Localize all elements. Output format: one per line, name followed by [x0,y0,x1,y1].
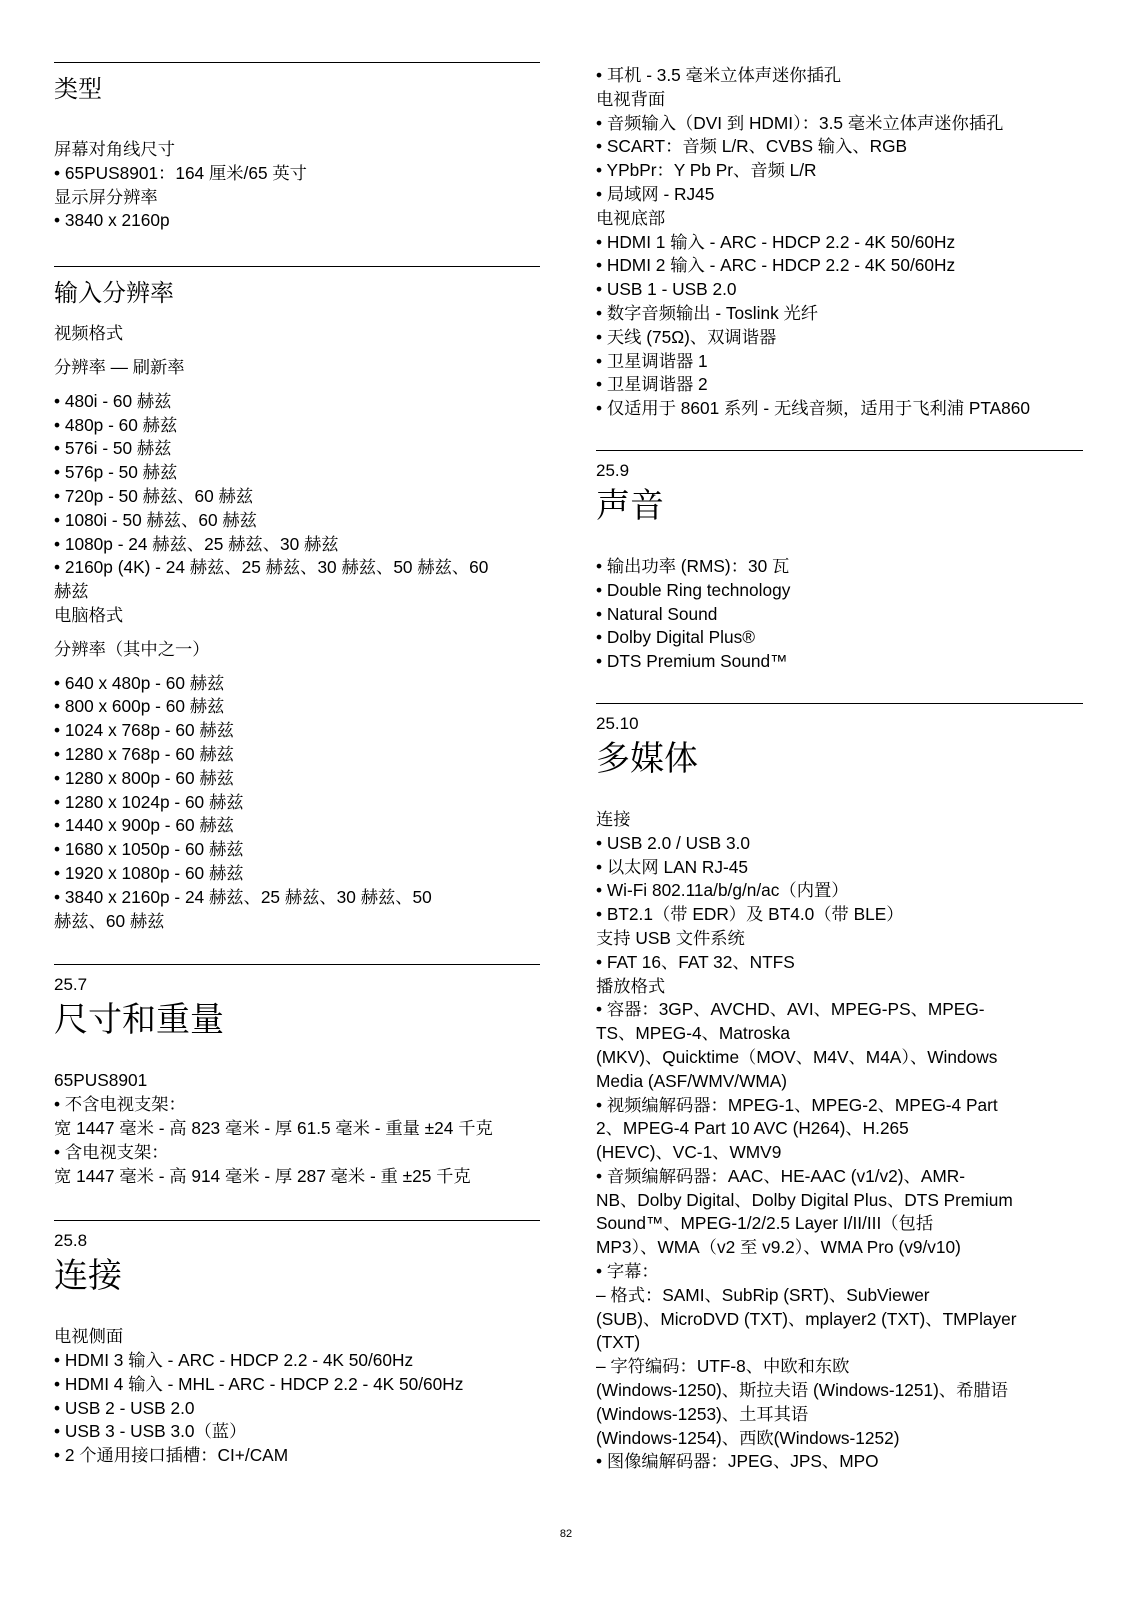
left-column [54,62,540,1468]
section-number-multimedia: 25.10 [596,713,639,733]
list-item: • 数字音频输出 - Toslink 光纤 [596,302,819,323]
section-title-type: 类型 [54,76,102,103]
list-item: • 不含电视支架： [54,1094,186,1115]
list-item: • 含电视支架： [54,1141,169,1162]
type-line: 显示屏分辨率 [54,186,158,207]
list-item: • 800 x 600p - 60 赫兹 [54,696,225,717]
list-item: • USB 2 - USB 2.0 [54,1397,195,1418]
list-item: • FAT 16、FAT 32、NTFS [596,951,795,972]
list-item: – 格式：SAMI、SubRip (SRT)、SubViewer [596,1284,930,1305]
section-number-sound: 25.9 [596,460,630,480]
list-item: • 音频编解码器：AAC、HE-AAC (v1/v2)、AMR- [596,1165,965,1186]
list-item: • 1680 x 1050p - 60 赫兹 [54,839,244,860]
list-item: (HEVC)、VC-1、WMV9 [596,1142,782,1163]
divider-connectivity [54,1220,540,1221]
connectivity-list [54,1325,540,1468]
list-item: – 字符编码：UTF-8、中欧和东欧 [596,1356,850,1377]
list-item: (Windows-1250)、斯拉夫语 (Windows-1251)、希腊语 [596,1380,1008,1401]
list-item: • YPbPr：Y Pb Pr、音频 L/R [596,160,817,181]
list-item: • 视频编解码器：MPEG-1、MPEG-2、MPEG-4 Part [596,1094,998,1115]
section-title-connectivity: 连接 [54,1257,122,1296]
list-item: • 卫星调谐器 1 [596,350,708,371]
list-item: • 1280 x 768p - 60 赫兹 [54,743,234,764]
list-item: TS、MPEG-4、Matroska [596,1023,790,1044]
section-title-size-weight: 尺寸和重量 [54,1001,224,1040]
pc-format-label: 电脑格式 [54,604,124,625]
list-item: 电视背面 [596,88,666,109]
list-item: • 耳机 - 3.5 毫米立体声迷你插孔 [596,65,842,85]
video-refresh-label: 分辨率 — 刷新率 [54,356,185,377]
list-item: • 2 个通用接口插槽：CI+/CAM [54,1445,289,1466]
list-item: Media (ASF/WMV/WMA) [596,1070,788,1091]
list-item: 2、MPEG-4 Part 10 AVC (H264)、H.265 [596,1118,909,1139]
list-item: • 1440 x 900p - 60 赫兹 [54,815,234,836]
list-item: • 仅适用于 8601 系列 - 无线音频，适用于飞利浦 PTA860 [596,398,1030,419]
list-item: • 图像编解码器：JPEG、JPS、MPO [596,1451,879,1472]
list-item: • 576i - 50 赫兹 [54,438,172,459]
list-item: • 输出功率 (RMS)：30 瓦 [596,555,790,576]
multimedia-list [596,808,1083,1474]
list-item: • 1280 x 800p - 60 赫兹 [54,767,234,788]
right-column [596,64,1083,1474]
list-item: • 1080p - 24 赫兹、25 赫兹、30 赫兹 [54,533,339,554]
list-item: • 卫星调谐器 2 [596,374,708,395]
list-item: Sound™、MPEG-1/2/2.5 Layer I/II/III（包括 [596,1213,934,1234]
list-item: • HDMI 3 输入 - ARC - HDCP 2.2 - 4K 50/60Hz [54,1350,414,1371]
list-item: • Double Ring technology [596,579,791,600]
list-item: NB、Dolby Digital、Dolby Digital Plus、DTS Premium [596,1189,1013,1210]
list-item: • BT2.1（带 EDR）及 BT4.0（带 BLE） [596,904,904,925]
list-item: 赫兹 [54,581,89,602]
type-line: 屏幕对角线尺寸 [54,139,175,159]
list-item: • 640 x 480p - 60 赫兹 [54,672,225,693]
section-number-connectivity: 25.8 [54,1231,88,1251]
list-item: • 天线 (75Ω)、双调谐器 [596,326,777,347]
list-item: (TXT) [596,1332,641,1353]
list-item: 宽 1447 毫米 - 高 823 毫米 - 厚 61.5 毫米 - 重量 ±24 千克 [54,1117,493,1138]
list-item: • Wi-Fi 802.11a/b/g/n/ac（内置） [596,880,849,901]
list-item: 65PUS8901 [54,1070,148,1091]
video-format-label: 视频格式 [54,323,124,344]
list-item: • DTS Premium Sound™ [596,651,788,672]
list-item: • 局域网 - RJ45 [596,183,715,204]
list-item: (SUB)、MicroDVD (TXT)、mplayer2 (TXT)、TMPlayer [596,1308,1017,1329]
list-item: • USB 1 - USB 2.0 [596,279,737,300]
divider-type [54,62,540,63]
list-item: 赫兹、60 赫兹 [54,910,165,931]
list-item: • 720p - 50 赫兹、60 赫兹 [54,485,254,506]
section-title-multimedia: 多媒体 [596,739,698,778]
list-item: (Windows-1254)、西欧(Windows-1252) [596,1427,900,1448]
list-item: (MKV)、Quicktime（MOV、M4V、M4A）、Windows [596,1046,998,1067]
section-title-input-resolution: 输入分辨率 [54,280,174,308]
list-item: • 480i - 60 赫兹 [54,390,172,411]
type-line: • 3840 x 2160p [54,210,170,231]
divider-size-weight [54,964,540,965]
list-item: MP3）、WMA（v2 至 v9.2）、WMA Pro (v9/v10) [596,1237,961,1258]
list-item: • 576p - 50 赫兹 [54,462,178,483]
list-item: • Natural Sound [596,603,718,624]
list-item: • 音频输入（DVI 到 HDMI）：3.5 毫米立体声迷你插孔 [596,112,1004,133]
list-item: • HDMI 2 输入 - ARC - HDCP 2.2 - 4K 50/60Hz [596,255,956,276]
list-item: 电视底部 [596,207,666,228]
size-weight-list [54,1069,540,1188]
connectivity-continued-list [596,64,1083,421]
list-item: • 3840 x 2160p - 24 赫兹、25 赫兹、30 赫兹、50 [54,886,432,907]
list-item: 电视侧面 [54,1326,124,1347]
list-item: • Dolby Digital Plus® [596,627,756,648]
page-number: 82 [559,1528,573,1540]
list-item: • 1080i - 50 赫兹、60 赫兹 [54,509,257,530]
section-title-sound: 声音 [596,486,664,525]
pc-resolution-label: 分辨率（其中之一） [54,638,210,659]
list-item: • USB 3 - USB 3.0（蓝） [54,1421,247,1442]
list-item: • SCART：音频 L/R、CVBS 输入、RGB [596,136,908,157]
list-item: • 字幕： [596,1261,659,1282]
pc-format-list [54,672,540,934]
list-item: • USB 2.0 / USB 3.0 [596,832,750,853]
divider-input-resolution [54,266,540,267]
section-number-size-weight: 25.7 [54,975,88,995]
list-item: • 容器：3GP、AVCHD、AVI、MPEG-PS、MPEG- [596,999,985,1020]
video-format-list [54,390,540,604]
divider-sound [596,450,1083,451]
list-item: 播放格式 [596,975,666,996]
list-item: (Windows-1253)、土耳其语 [596,1403,809,1424]
list-item: • 1024 x 768p - 60 赫兹 [54,720,234,741]
list-item: 宽 1447 毫米 - 高 914 毫米 - 厚 287 毫米 - 重 ±25 千克 [54,1165,471,1186]
list-item: • 1280 x 1024p - 60 赫兹 [54,791,244,812]
list-item: • HDMI 4 输入 - MHL - ARC - HDCP 2.2 - 4K 50/60Hz [54,1373,464,1394]
list-item: • 1920 x 1080p - 60 赫兹 [54,862,244,883]
list-item: • 2160p (4K) - 24 赫兹、25 赫兹、30 赫兹、50 赫兹、60 [54,557,489,578]
list-item: 连接 [596,808,631,829]
list-item: • HDMI 1 输入 - ARC - HDCP 2.2 - 4K 50/60Hz [596,231,956,252]
type-list [54,138,540,233]
type-line: • 65PUS8901：164 厘米/65 英寸 [54,162,307,183]
sound-list [596,555,1083,674]
list-item: 支持 USB 文件系统 [596,927,745,948]
divider-multimedia [596,703,1083,704]
list-item: • 480p - 60 赫兹 [54,414,178,435]
list-item: • 以太网 LAN RJ-45 [596,856,749,877]
